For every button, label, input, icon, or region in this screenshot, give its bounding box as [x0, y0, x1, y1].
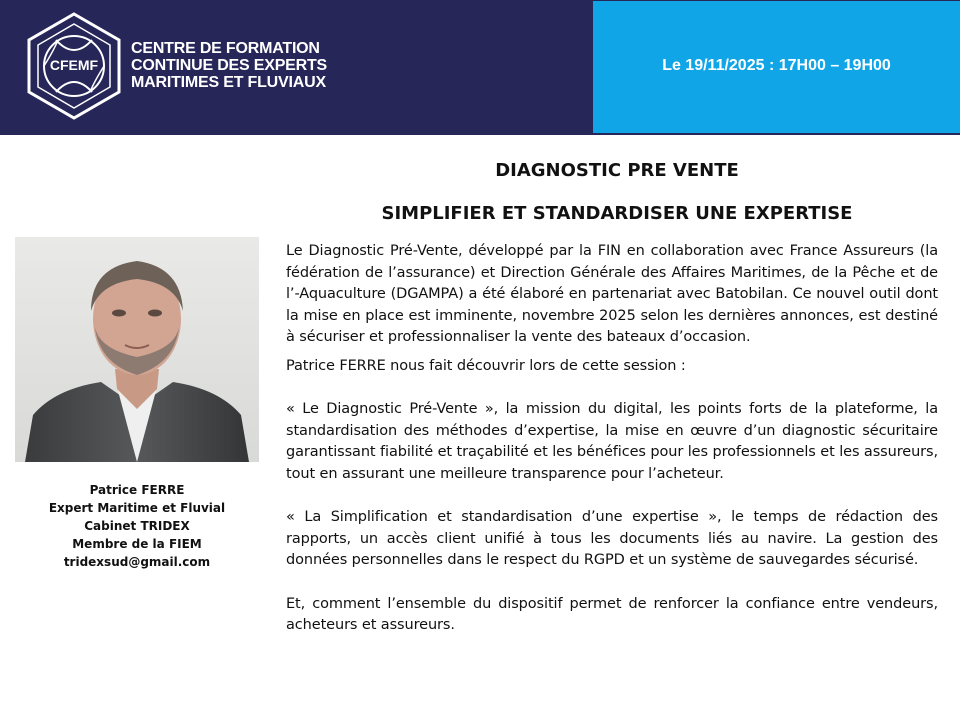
brand-line-1: CENTRE DE FORMATION — [131, 40, 320, 57]
paragraph-session: Patrice FERRE nous fait découvrir lors de cette session : — [286, 357, 686, 374]
logo-text: CFEMF — [49, 57, 99, 73]
brand-line-2: CONTINUE DES EXPERTS — [131, 57, 328, 74]
paragraph-diagnostic: « Le Diagnostic Pré-Vente », la mission du digital, les points forts de la plateforme, la standardisation des méthodes d’expertise, la mise en œuvre d’un diagnostic sécuritaire garantissant fiabilité et traçabilité et les bénéfices pour les professionnels et les assureurs, tout en assurant une meilleure transparence pour l’acheteur. — [286, 401, 938, 482]
brand-name — [131, 40, 327, 91]
session-date: Le 19/11/2025 : 17H00 – 19H00 — [662, 57, 891, 74]
header-banner — [0, 0, 960, 135]
page-title: DIAGNOSTIC PRE VENTE — [495, 160, 739, 181]
brand-line-3: MARITIMES ET FLUVIAUX — [131, 74, 326, 91]
page-subtitle: SIMPLIFIER ET STANDARDISER UNE EXPERTISE — [381, 203, 853, 224]
speaker-email: tridexsud@gmail.com — [63, 555, 211, 569]
speaker-membership: Membre de la FIEM — [72, 537, 202, 551]
speaker-photo — [15, 237, 259, 462]
description-body — [286, 241, 938, 637]
date-panel — [593, 1, 960, 133]
speaker-company: Cabinet TRIDEX — [84, 519, 190, 533]
speaker-role: Expert Maritime et Fluvial — [48, 501, 226, 515]
paragraph-conclusion: Et, comment l’ensemble du dispositif permet de renforcer la confiance entre vendeurs, acheteurs et assureurs. — [286, 595, 938, 633]
speaker-caption — [15, 481, 259, 571]
paragraph-simplification: « La Simplification et standardisation d’une expertise », le temps de rédaction des rapports, un accès client unifié à tous les documents liés au navire. La gestion des données personnelles dans le respect du RGPD et un système de sauvegardes sécurisé. — [286, 509, 938, 568]
speaker-name: Patrice FERRE — [89, 483, 185, 497]
paragraph-intro: Le Diagnostic Pré-Vente, développé par la FIN en collaboration avec France Assureurs (la fédération de l’assurance) et Direction Générale des Affaires Maritimes, de la Pêche et de l’-Aquaculture (DGAMPA) a été élaboré en partenariat avec Batobilan. Ce nouvel outil dont la mise en place est imminente, novembre 2025 selon les dernières annonces, est destiné à sécuriser et professionnaliser la vente des bateaux d’occasion. — [286, 243, 938, 345]
cfemf-logo — [18, 10, 130, 122]
